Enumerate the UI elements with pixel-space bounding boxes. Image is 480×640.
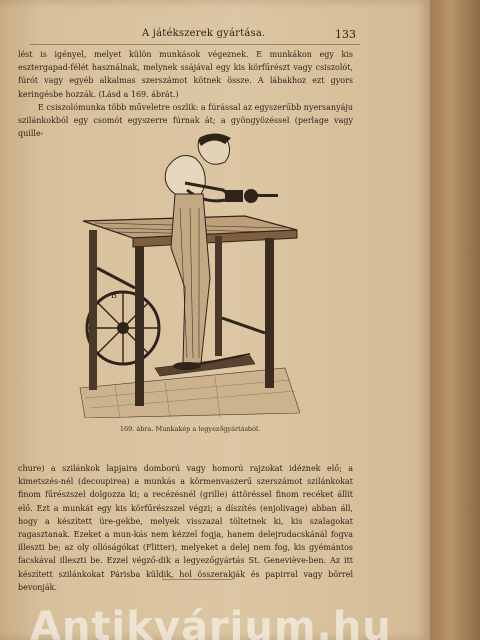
figure-caption: 169. ábra. Munkakép a legyezőgyártásból. [119,425,261,433]
engraving-worker-at-bench [75,128,300,418]
binding-edge [430,0,480,640]
paragraph-3: chure) a szilánkok lapjaira domború vagy homorú rajzokat idéznek elő; a kimetszés-nél (decoupirea) a munkás a körmenvaszerű szerszámot szilánkokat finom fűrészszel dolgozza ki; a recézésnél (grille) áttöréssel finom recéket állít elő. Ezt a munkát egy kis körfűrészszel végzi; a díszítés (enjolivage) abban áll, hogy a készített üre-gekbe, melyek visszazal töltetnek ki, kis szalagokat ragasztanak. Ezeket a mun-kás nem kézzel fogja, hanem delejrudacskánál fogva illeszti be; az oly ollóságókat (Flitter), melyeket a delej nem fog, kis gyémántos facskával illeszti be. Ezzel végző-dik a legyezőgyártás St. Geneviève-ben. Az itt készített szilánkokat Párisba küldik, hol összerakják és papirral vagy bőrrel bevonják. [18,464,353,592]
page-number: 133 [335,28,356,41]
running-title: A játékszerek gyártása. [142,28,266,39]
figure-illustration [75,128,300,418]
paragraph-2: E csiszolómunka több műveletre oszlik: a fúrással az egyszerűbb nyersanyáju szilánkokból egy csomót egyszerre fúrnak át; a gyöngyözéssel (perlage vagy quille- [18,102,353,139]
figure-label-b: B [111,291,117,300]
end-rule [162,579,232,580]
top-text-block [18,48,353,140]
bottom-text-block [18,462,353,594]
header-rule [30,44,360,45]
watermark-logo: Antikvárium.hu [30,604,392,640]
paragraph-1: lést is igényel, melyet külön munkások végeznek. E munkákon egy kis esztergapad-félét használnak, melynek ssájával egy kis körfűrészt vagy csiszolót, fúrót vagy egyéb alkalmas szerszámot kötnek össze. A lábakhoz ezt gyors keringésbe hozzák. (Lásd a 169. ábrát.) [18,50,353,99]
